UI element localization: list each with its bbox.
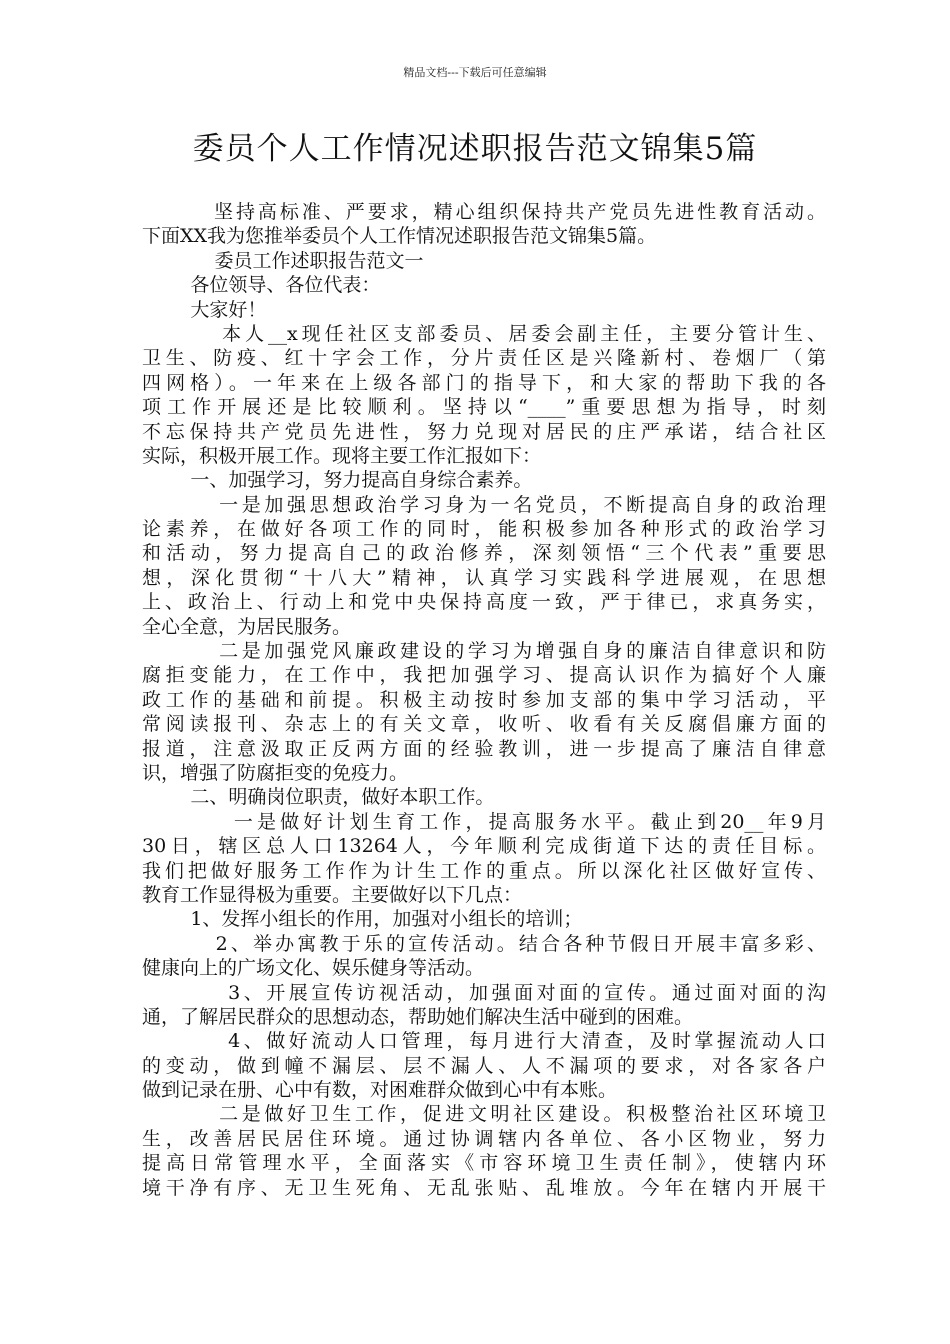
body-line: 通，了解居民群众的思想动态，帮助她们解决生活中碰到的困难。 [142, 1005, 694, 1028]
body-line: 1、发挥小组长的作用，加强对小组长的培训； [142, 908, 583, 931]
header-note: 精品文档---下载后可任意编辑 [403, 66, 547, 79]
body-line: 30日，辖区总人口13264人，今年顺利完成街道下达的责任目标。 [142, 835, 826, 858]
body-line: 我们把做好服务工作作为计生工作的重点。所以深化社区做好宣传、 [142, 859, 826, 882]
body-line: 教育工作显得极为重要。主要做好以下几点： [142, 883, 523, 906]
body-line: 四网格）。一年来在上级各部门的指导下，和大家的帮助下我的各 [142, 371, 826, 394]
body-line: 论素养，在做好各项工作的同时，能积极参加各种形式的政治学习 [142, 518, 826, 541]
body-line: 生，改善居民居住环境。通过协调辖内各单位、各小区物业，努力 [142, 1127, 826, 1150]
body-line: 一、加强学习，努力提高自身综合素养。 [142, 469, 533, 492]
body-line: 坚持高标准、严要求，精心组织保持共产党员先进性教育活动。 [142, 201, 826, 223]
body-line: 不忘保持共产党员先进性，努力兑现对居民的庄严承诺，结合社区 [142, 420, 826, 443]
body-line: 3、开展宣传访视活动，加强面对面的宣传。通过面对面的沟 [142, 981, 826, 1004]
body-line: 二是做好卫生工作，促进文明社区建设。积极整治社区环境卫 [142, 1103, 826, 1126]
body-line: 委员工作述职报告范文一 [142, 249, 424, 272]
body-line: 一是加强思想政治学习身为一名党员，不断提高自身的政治理 [142, 493, 826, 516]
body-line: 政工作的基础和前提。积极主动按时参加支部的集中学习活动，平 [142, 688, 826, 711]
body-line: 下面XX我为您推举委员个人工作情况述职报告范文锦集5篇。 [142, 225, 657, 248]
body-line: 大家好！ [142, 298, 267, 321]
body-line: 项工作开展还是比较顺利。坚持以“____”重要思想为指导，时刻 [142, 396, 826, 419]
body-line: 各位领导、各位代表： [142, 274, 381, 297]
document-body [142, 200, 826, 1200]
body-line: 卫生、防疫、红十字会工作，分片责任区是兴隆新村、卷烟厂（第 [142, 347, 826, 370]
body-line: 的变动，做到幢不漏层、层不漏人、人不漏项的要求，对各家各户 [142, 1054, 826, 1077]
body-line: 全心全意，为居民服务。 [142, 615, 352, 638]
body-line: 上、政治上、行动上和党中央保持高度一致，严于律已，求真务实， [142, 591, 826, 614]
body-line: 想，深化贯彻“十八大”精神，认真学习实践科学进展观，在思想 [142, 566, 826, 589]
body-line: 健康向上的广场文化、娱乐健身等活动。 [142, 957, 485, 980]
body-line: 4、做好流动人口管理，每月进行大清查，及时掌握流动人口 [142, 1030, 826, 1053]
body-line: 识，增强了防腐拒变的免疫力。 [142, 761, 409, 784]
body-line: 腐拒变能力，在工作中，我把加强学习、提高认识作为搞好个人廉 [142, 664, 826, 687]
body-line: 实际，积极开展工作。现将主要工作汇报如下： [142, 444, 542, 467]
body-line: 常阅读报刊、杂志上的有关文章，收听、收看有关反腐倡廉方面的 [142, 713, 826, 736]
body-line: 报道，注意汲取正反两方面的经验教训，进一步提高了廉洁自律意 [142, 737, 826, 760]
body-line: 二、明确岗位职责，做好本职工作。 [142, 786, 495, 809]
body-line: 本人__x现任社区支部委员、居委会副主任，主要分管计生、 [142, 322, 826, 345]
body-line: 和活动，努力提高自己的政治修养，深刻领悟“三个代表”重要思 [142, 542, 826, 565]
body-line: 2、举办寓教于乐的宣传活动。结合各种节假日开展丰富多彩、 [142, 932, 826, 955]
body-line: 一是做好计划生育工作，提高服务水平。截止到20__年9月 [142, 810, 826, 833]
body-line: 境干净有序、无卫生死角、无乱张贴、乱堆放。今年在辖内开展干 [142, 1176, 826, 1199]
body-line: 提高日常管理水平，全面落实《市容环境卫生责任制》，使辖内环 [142, 1152, 826, 1175]
body-line: 做到记录在册、心中有数，对困难群众做到心中有本账。 [142, 1079, 618, 1102]
document-title: 委员个人工作情况述职报告范文锦集5篇 [192, 131, 758, 167]
body-line: 二是加强党风廉政建设的学习为增强自身的廉洁自律意识和防 [142, 640, 826, 663]
